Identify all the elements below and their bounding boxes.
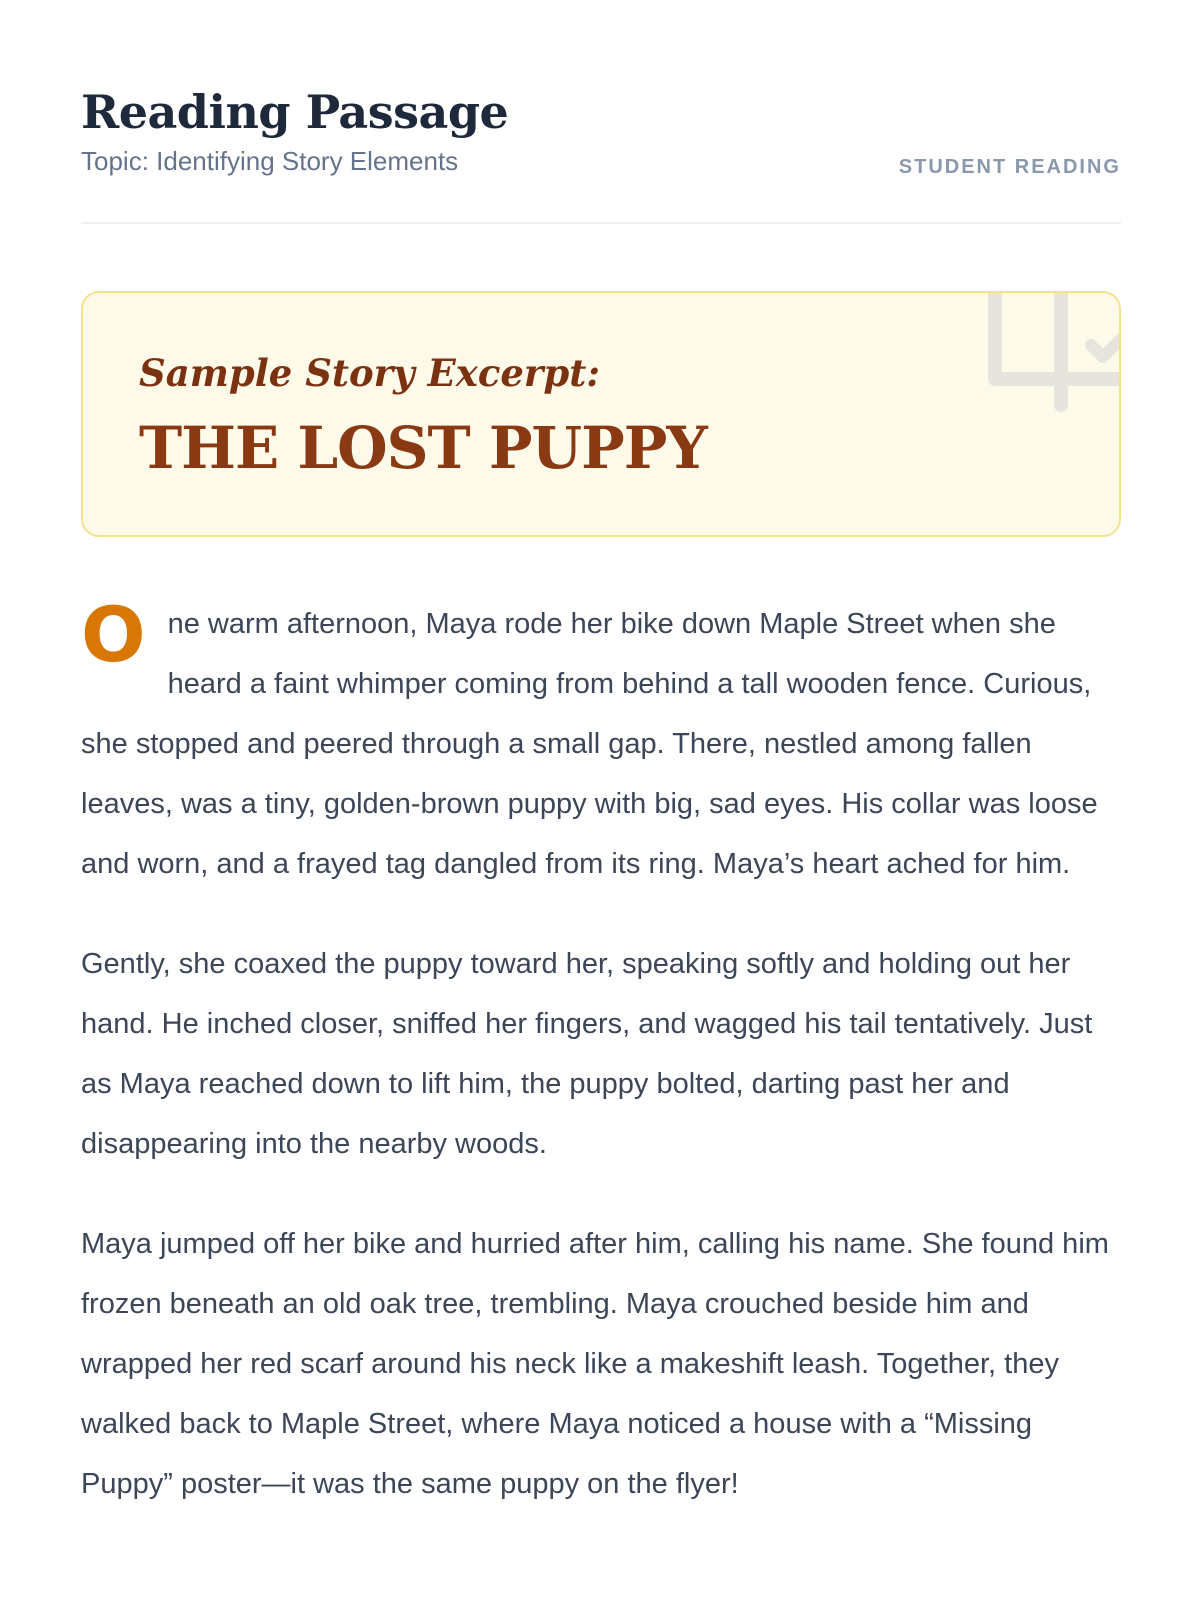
story-paragraph-2: Gently, she coaxed the puppy toward her, speaking softly and holding out her hand. He inched closer, sniffed her fingers, and wagged his tail tentatively. Just as Maya reached down to lift him, the puppy bolted, darting past her and disappearing into the nearby woods. [81, 948, 1093, 1160]
story-paragraph-3: Maya jumped off her bike and hurried after him, calling his name. She found him frozen beneath an old oak tree, trembling. Maya crouched beside him and wrapped her red scarf around his neck like a makeshift leash. Together, they walked back to Maple Street, where Maya noticed a house with a “Missing Puppy” poster—it was the same puppy on the flyer! [81, 1228, 1109, 1500]
student-reading-tag: STUDENT READING [898, 156, 1121, 178]
page-title: Reading Passage [81, 85, 509, 139]
story-excerpt-label: Sample Story Excerpt: [139, 351, 601, 395]
book-check-icon [983, 291, 1121, 417]
page-subtitle: Topic: Identifying Story Elements [81, 146, 459, 176]
story-body [81, 590, 1121, 1554]
story-title-card [81, 291, 1121, 537]
page-header [81, 0, 1121, 224]
story-paragraph-1-text: ne warm afternoon, Maya rode her bike down Maple Street when she heard a faint whimper coming from behind a tall wooden fence. Curious, she stopped and peered through a small gap. There, nestled among fallen leaves, was a tiny, golden-brown puppy with big, sad eyes. His collar was loose and worn, and a frayed tag dangled from its ring. Maya’s heart ached for him. [81, 608, 1098, 880]
story-paragraph-1 [81, 590, 1121, 894]
story-title: THE LOST PUPPY [139, 414, 707, 482]
drop-cap: O [81, 590, 146, 679]
reading-page [81, 0, 1121, 1500]
